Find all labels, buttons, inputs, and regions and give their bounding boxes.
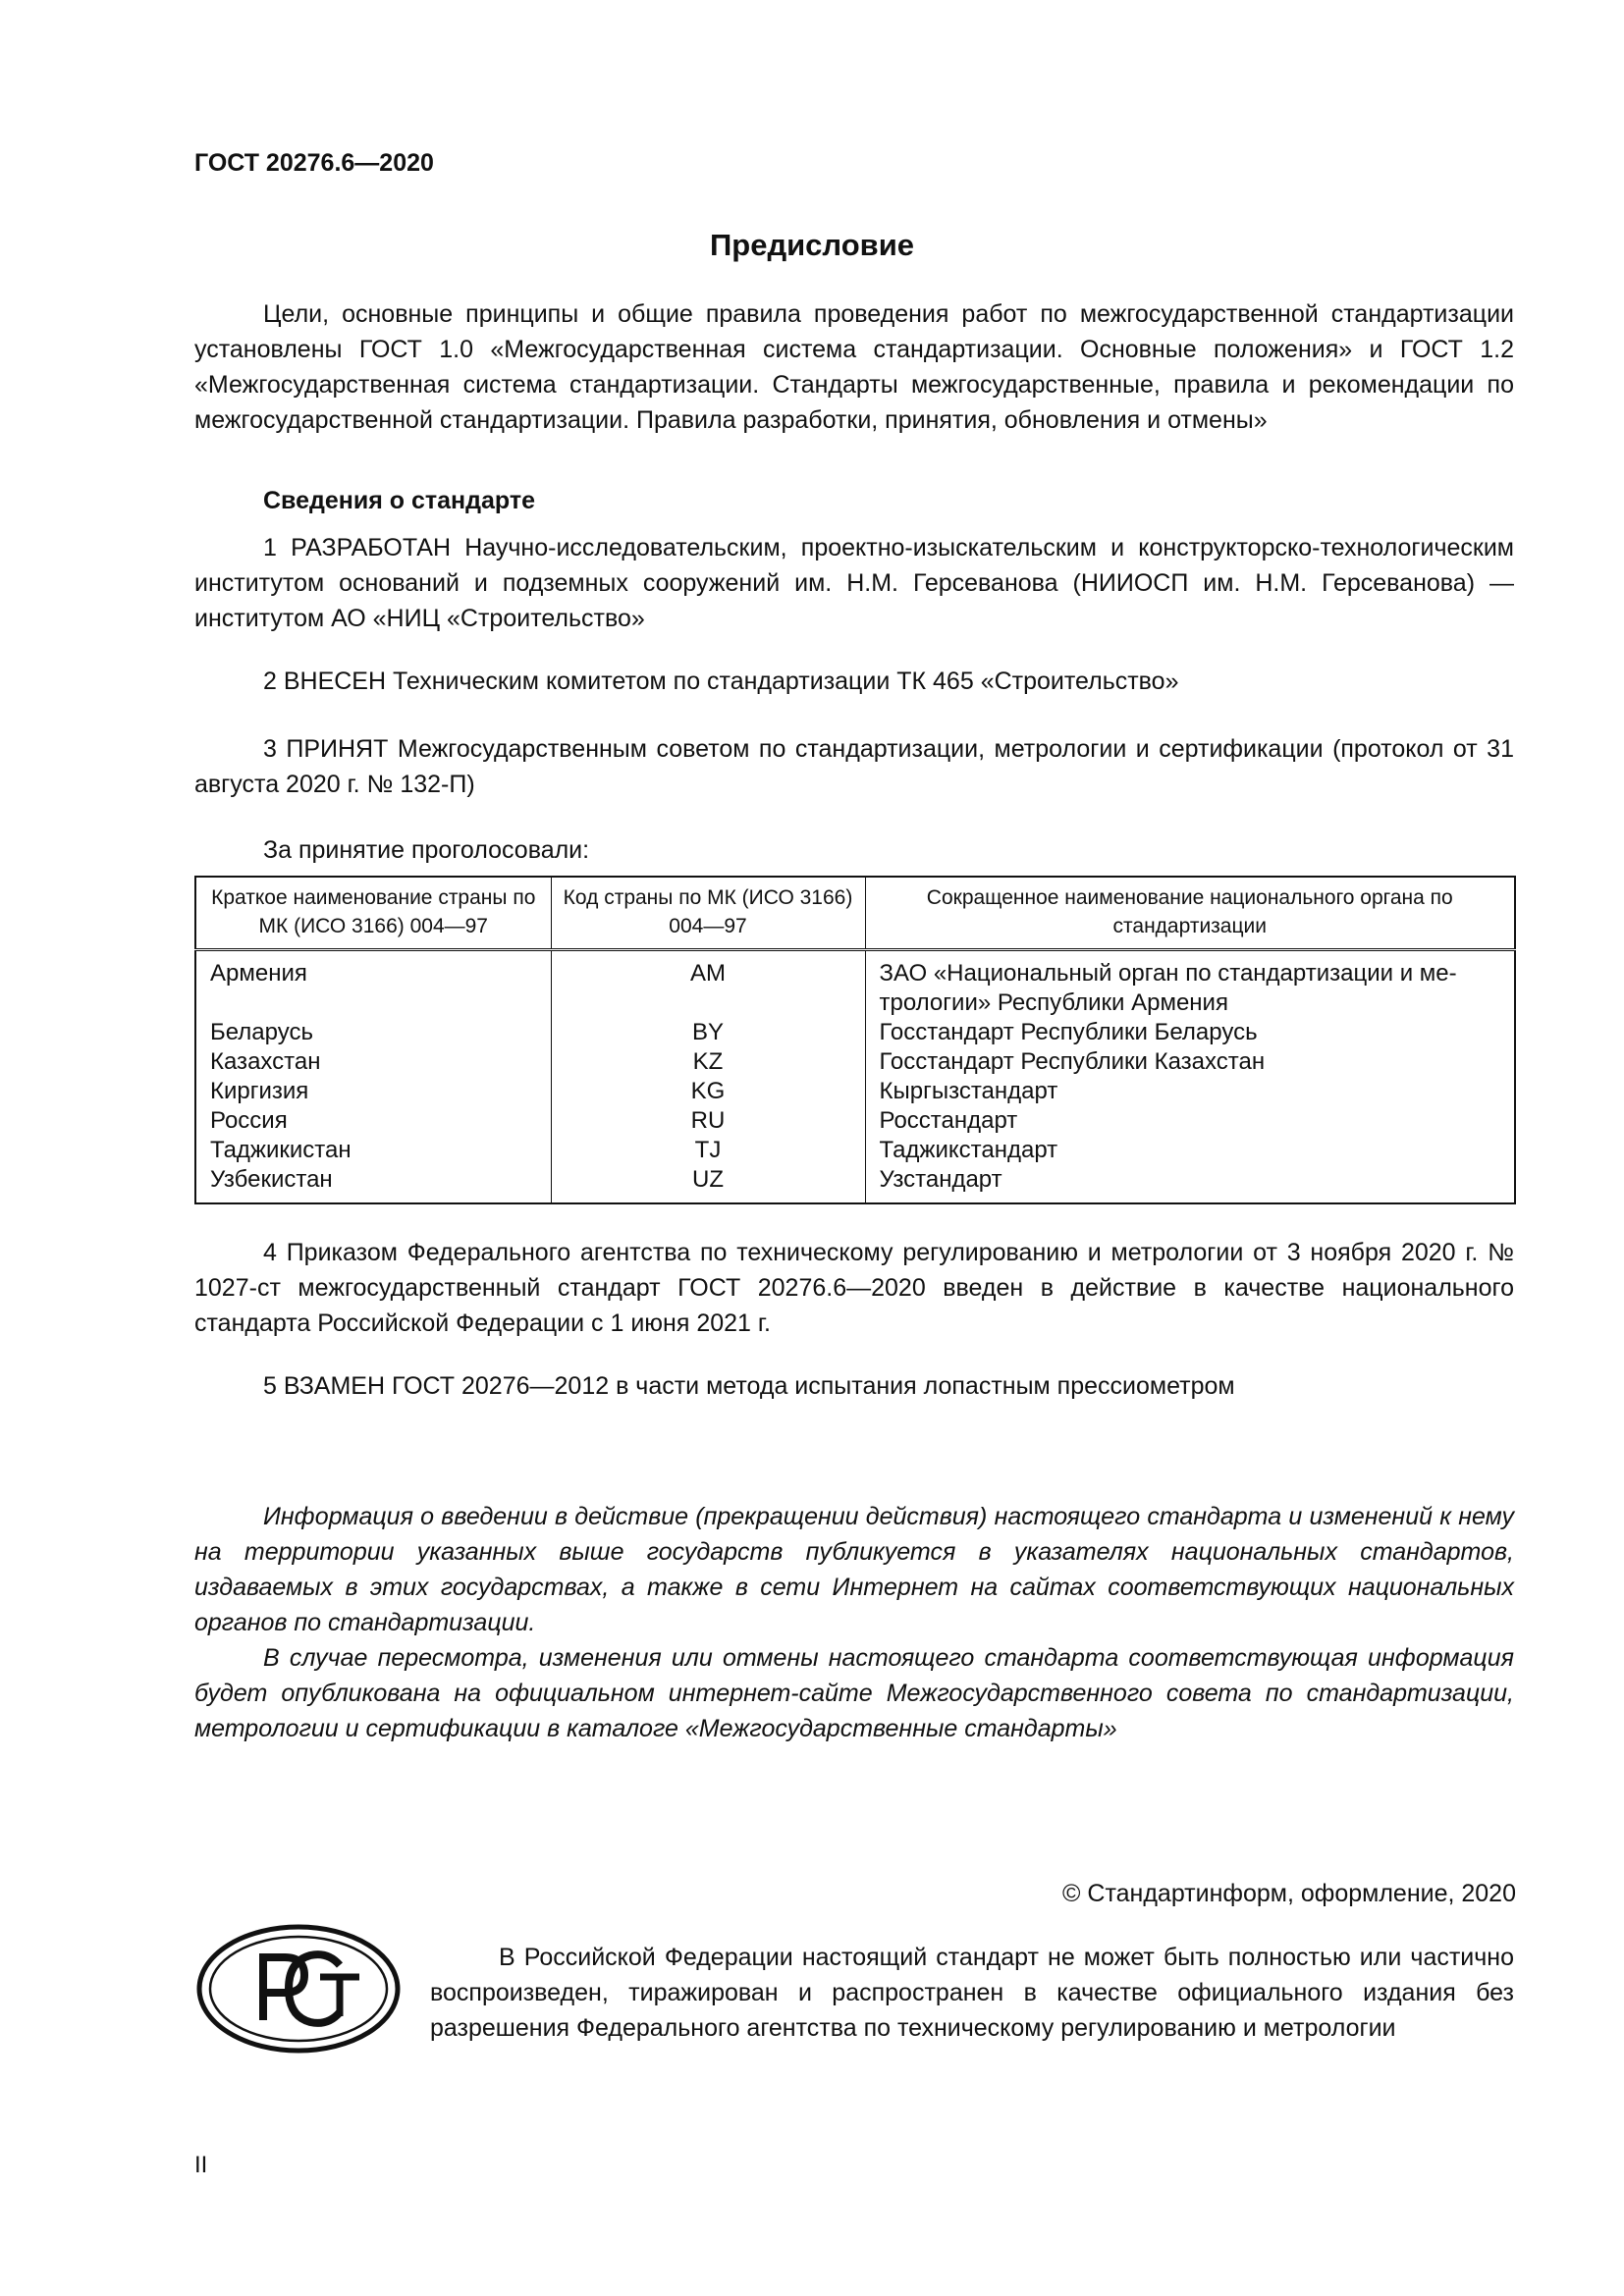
document-id: ГОСТ 20276.6—2020 bbox=[194, 149, 434, 177]
cell-code: AM bbox=[551, 950, 865, 1019]
item-3-paragraph: 3 ПРИНЯТ Межгосударственным советом по стандартизации, метрологии и сертификации (протокол от 31 августа 2020 г. № 132-П) bbox=[194, 735, 1514, 798]
table-row bbox=[195, 1047, 1515, 1077]
cell-country: Беларусь bbox=[195, 1018, 551, 1047]
intro-paragraph: Цели, основные принципы и общие правила проведения работ по межгосударственной стандартизации установлены ГОСТ 1.0 «Межгосударственная система стандартизации. Основные положения» и ГОСТ 1.2 «Межгосударственная система стандартизации. Стандарты межгосударственные, правила и рекомендации по межгосударственной стандартизации. Правила разработки, принятия, обновления и отмены» bbox=[194, 300, 1514, 434]
item-4-paragraph: 4 Приказом Федерального агентства по техническому регулированию и метрологии от 3 ноября 2020 г. № 1027-ст межгосударственный стандарт ГОСТ 20276.6—2020 введен в действие в качестве национального стандарта Российской Федерации с 1 июня 2021 г. bbox=[194, 1239, 1514, 1337]
table-row bbox=[195, 1106, 1515, 1136]
cell-body: Кыргызстандарт bbox=[865, 1077, 1515, 1106]
cell-body: Госстандарт Республики Казахстан bbox=[865, 1047, 1515, 1077]
item-2-paragraph: 2 ВНЕСЕН Техническим комитетом по стандартизации ТК 465 «Строительство» bbox=[263, 667, 1179, 695]
table-row bbox=[195, 950, 1515, 1019]
page-title: Предисловие bbox=[709, 228, 914, 262]
table-row bbox=[195, 1018, 1515, 1047]
table-row bbox=[195, 1136, 1515, 1165]
item-5-paragraph: 5 ВЗАМЕН ГОСТ 20276—2012 в части метода испытания лопастным прессиометром bbox=[263, 1372, 1235, 1400]
cell-country: Таджикистан bbox=[195, 1136, 551, 1165]
header-country: Краткое наименование страны по МК (ИСО 3166) 004—97 bbox=[195, 877, 551, 950]
cell-body: Таджикстандарт bbox=[865, 1136, 1515, 1165]
header-code: Код страны по МК (ИСО 3166) 004—97 bbox=[551, 877, 865, 950]
cell-code: TJ bbox=[551, 1136, 865, 1165]
cell-country: Армения bbox=[195, 950, 551, 1019]
cell-body: ЗАО «Национальный орган по стандартизации и метрологии» Республики Армения bbox=[865, 950, 1515, 1019]
cell-country: Узбекистан bbox=[195, 1165, 551, 1203]
cell-body: Госстандарт Республики Беларусь bbox=[865, 1018, 1515, 1047]
table-row bbox=[195, 1077, 1515, 1106]
table-header-row bbox=[195, 877, 1515, 950]
cell-code: RU bbox=[551, 1106, 865, 1136]
header-body: Сокращенное наименование национального органа по стандартизации bbox=[865, 877, 1515, 950]
copyright-notice: В Российской Федерации настоящий стандарт не может быть полностью или частично воспроизведен, тиражирован и распространен в качестве официального издания без разрешения Федерального агентства по техническому регулированию и метрологии bbox=[430, 1944, 1514, 2042]
cell-body: Росстандарт bbox=[865, 1106, 1515, 1136]
info-paragraph-2: В случае пересмотра, изменения или отмены настоящего стандарта соответствующая информация будет опубликована на официальном интернет-сайте Межгосударственного совета по стандартизации, метрологии и сертификации в каталоге «Межгосударственные стандарты» bbox=[194, 1644, 1514, 1742]
cell-body: Узстандарт bbox=[865, 1165, 1515, 1203]
countries-table bbox=[194, 876, 1516, 1204]
cell-code: KG bbox=[551, 1077, 865, 1106]
cell-code: KZ bbox=[551, 1047, 865, 1077]
cell-country: Казахстан bbox=[195, 1047, 551, 1077]
cell-code: BY bbox=[551, 1018, 865, 1047]
gost-r-logo-icon bbox=[194, 1922, 403, 2056]
cell-country: Россия bbox=[195, 1106, 551, 1136]
item-1-paragraph: 1 РАЗРАБОТАН Научно-исследовательским, проектно-изыскательским и конструкторско-технологическим институтом оснований и подземных сооружений им. Н.М. Герсеванова (НИИОСП им. Н.М. Герсеванова) — институтом АО «НИЦ «Строительство» bbox=[194, 534, 1514, 632]
table-row bbox=[195, 1165, 1515, 1203]
table-body bbox=[195, 950, 1515, 1204]
section-subheading: Сведения о стандарте bbox=[263, 487, 536, 514]
info-paragraph-1: Информация о введении в действие (прекращении действия) настоящего стандарта и изменений к нему на территории указанных выше государств публикуется в указателях национальных стандартов, издаваемых в этих государствах, а также в сети Интернет на сайтах соответствующих национальных органов по стандартизации. bbox=[194, 1503, 1514, 1636]
copyright-line: © Стандартинформ, оформление, 2020 bbox=[1062, 1880, 1516, 1907]
page-number: II bbox=[194, 2152, 208, 2178]
cell-code: UZ bbox=[551, 1165, 865, 1203]
voted-label: За принятие проголосовали: bbox=[263, 836, 590, 864]
cell-country: Киргизия bbox=[195, 1077, 551, 1106]
